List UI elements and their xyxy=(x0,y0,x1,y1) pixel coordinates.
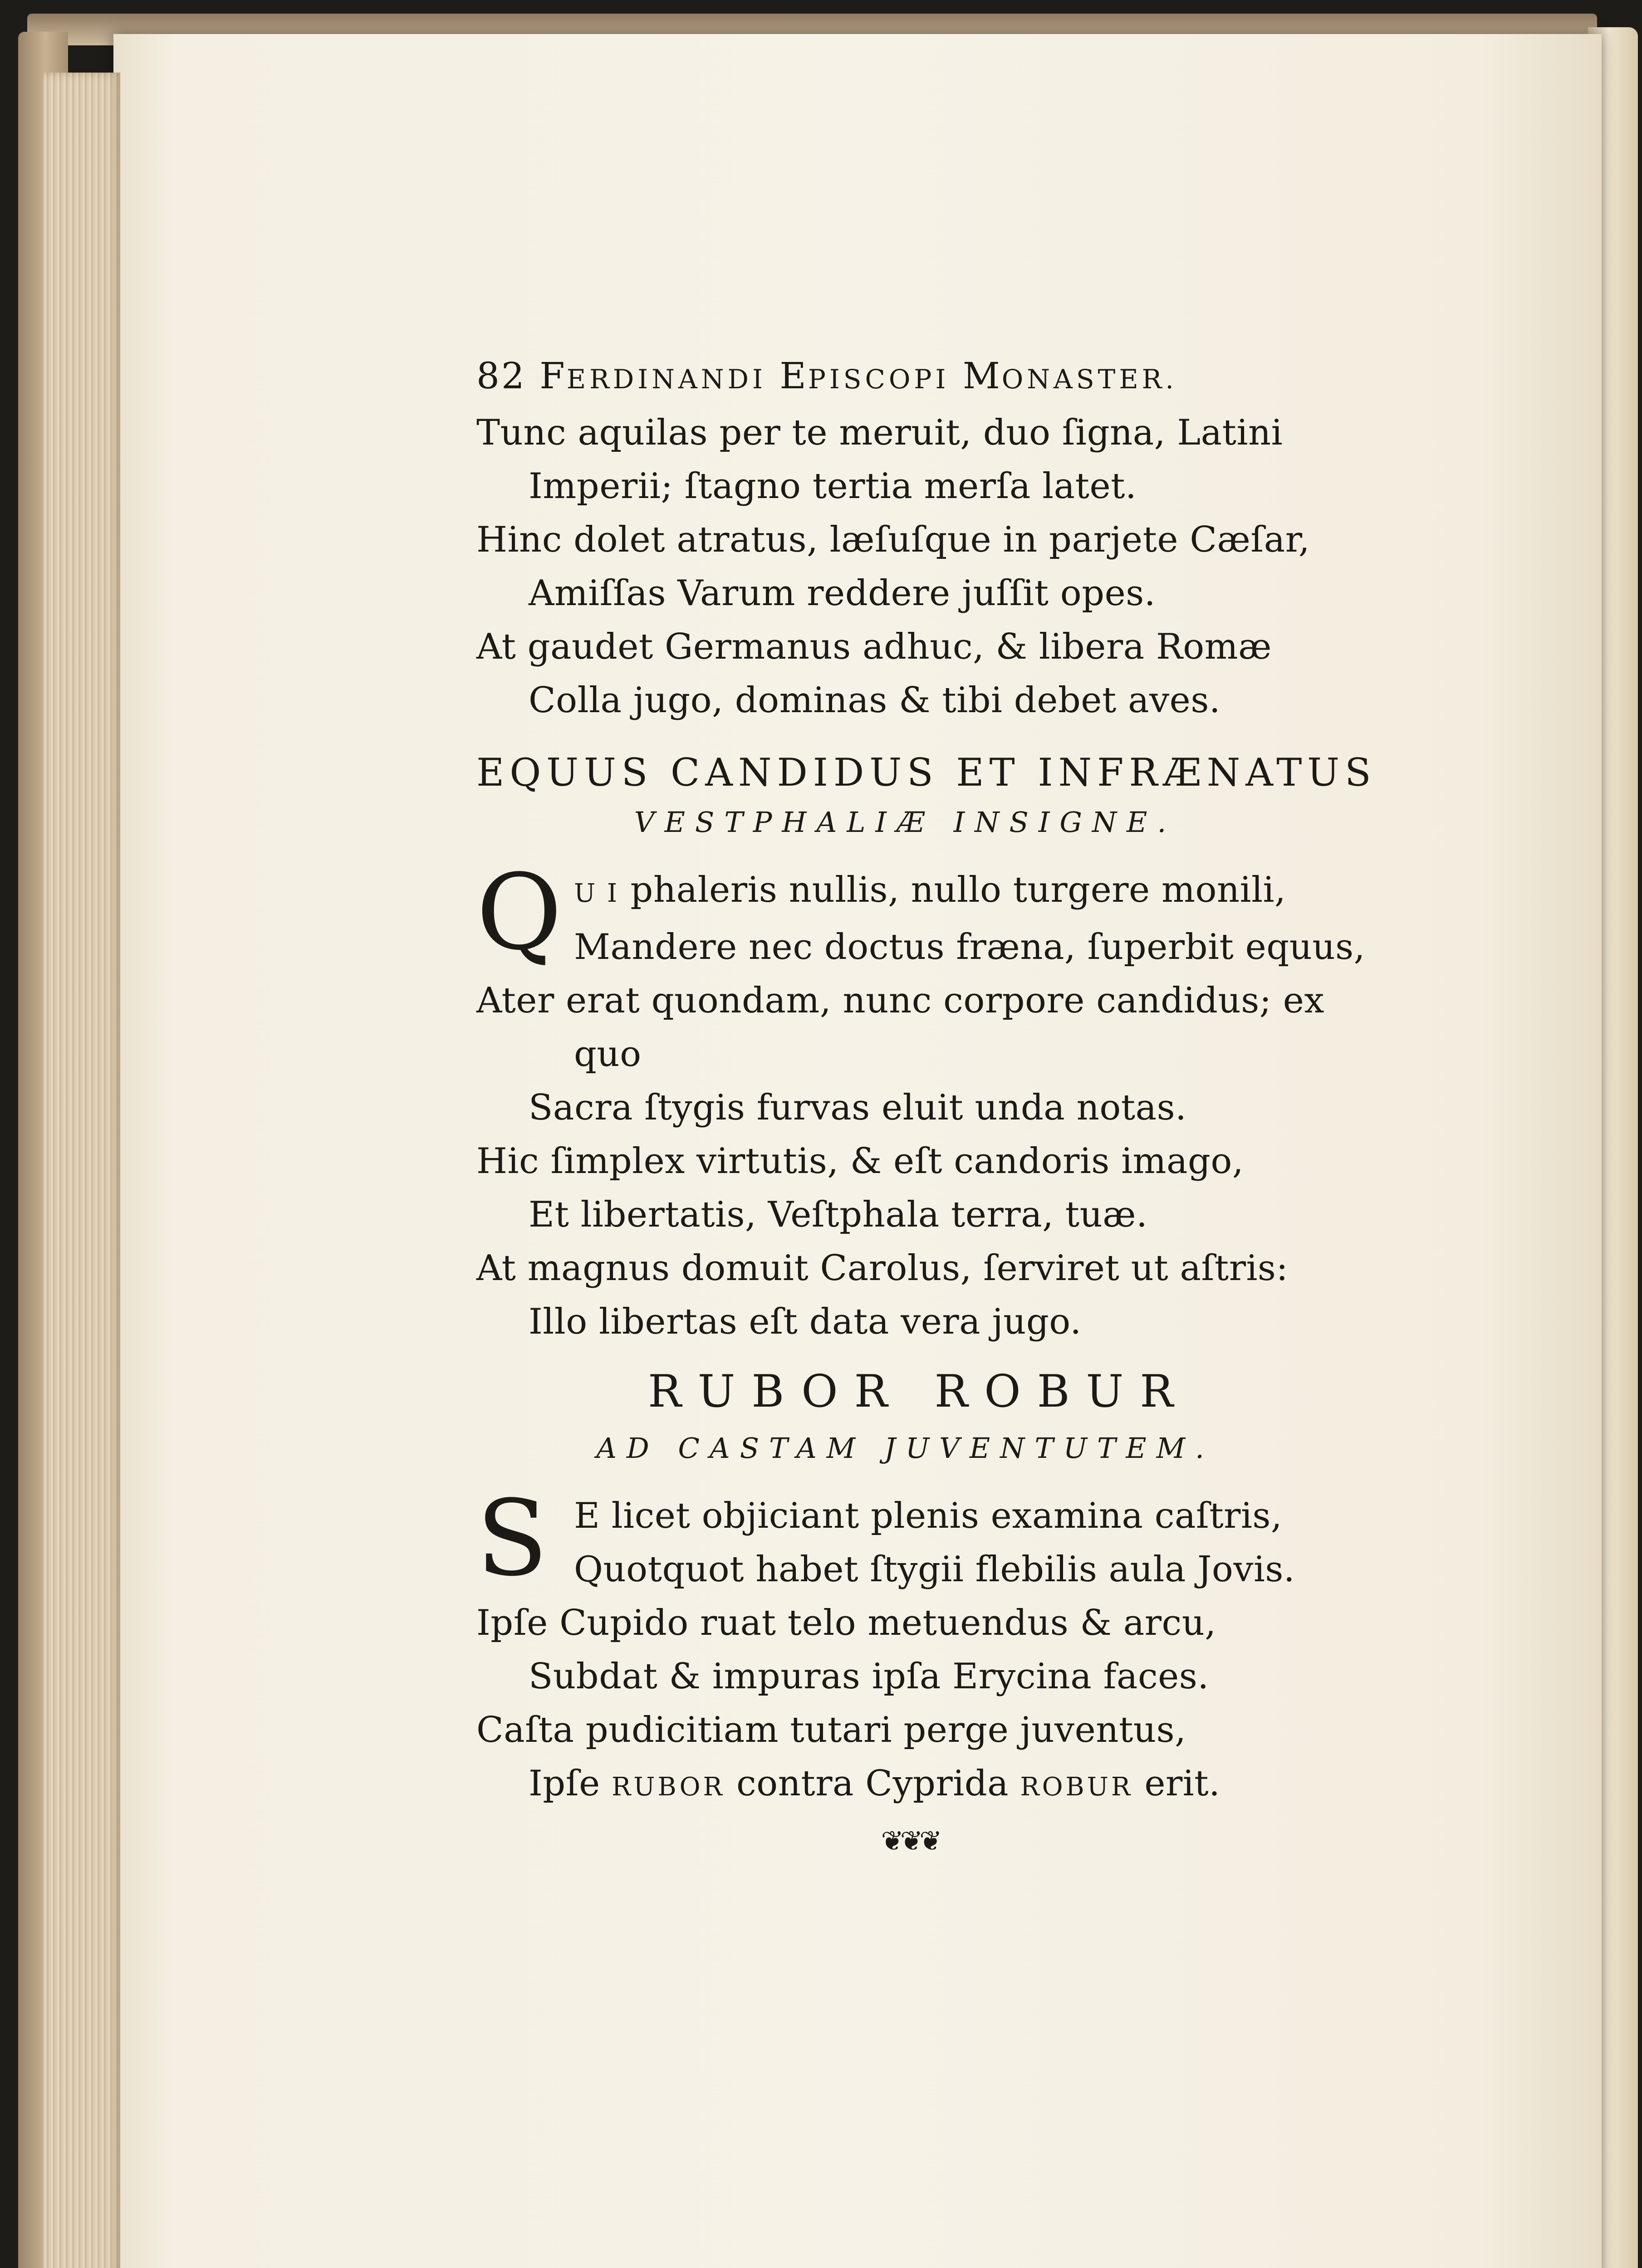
poem-section-3 xyxy=(476,1358,1361,1859)
verse-line: Ipſe Cupido ruat telo metuendus & arcu, xyxy=(476,1603,1216,1643)
section-subtitle: AD CASTAM JUVENTUTEM. xyxy=(596,1432,1214,1465)
verse-line: Caſta pudicitiam tutari perge juventus, xyxy=(476,1710,1186,1750)
poem-section-2 xyxy=(476,745,1377,1349)
page-number: 82 xyxy=(476,355,526,397)
verse-line: quo xyxy=(574,1034,642,1075)
drop-cap: Q xyxy=(476,852,562,973)
verse-line: Ipſe RUBOR contra Cyprida ROBUR erit. xyxy=(529,1763,1220,1804)
verse-line: At gaudet Germanus adhuc, & libera Romæ xyxy=(476,626,1272,667)
tailpiece-ornament: ❦❦❦ xyxy=(881,1825,939,1857)
verse-line: Et libertatis, Veſtphala terra, tuæ. xyxy=(529,1194,1148,1235)
verse-line: Subdat & impuras ipſa Erycina faces. xyxy=(529,1656,1209,1697)
verse-line: Ater erat quondam, nunc corpore candidus; ex xyxy=(476,980,1324,1021)
verse-line: Sacra ſtygis furvas eluit unda notas. xyxy=(529,1087,1187,1128)
verse-line: Colla jugo, dominas & tibi debet aves. xyxy=(529,680,1221,721)
verse-line: Tunc aquilas per te meruit, duo ſigna, Latini xyxy=(476,412,1283,453)
dropcap-stanza xyxy=(476,1478,1361,1599)
verse-line: E licet objiciant plenis examina caſtris, xyxy=(574,1496,1283,1536)
page-block-edges xyxy=(43,73,120,2268)
page-text xyxy=(476,349,1377,1859)
section-subtitle: VESTPHALIÆ INSIGNE. xyxy=(634,806,1176,839)
verse-line: Hic ſimplex virtutis, & eſt candoris imago, xyxy=(476,1141,1244,1182)
verse-line: U I phaleris nullis, nullo turgere monili, xyxy=(574,870,1286,910)
dropcap-stanza xyxy=(476,852,1365,974)
poem-section-1 xyxy=(476,406,1361,727)
drop-cap: S xyxy=(476,1478,548,1599)
verse-line: Hinc dolet atratus, læſuſque in parjete Cæſar, xyxy=(476,519,1310,560)
verse-line: Amiſſas Varum reddere juſſit opes. xyxy=(529,573,1156,614)
verse-line: Quotquot habet ſtygii flebilis aula Jovis. xyxy=(574,1549,1295,1590)
verse-line: Mandere nec doctus fræna, ſuperbit equus, xyxy=(574,927,1365,968)
verse-line: Illo libertas eſt data vera jugo. xyxy=(529,1301,1082,1342)
section-title: RUBOR ROBUR xyxy=(647,1366,1190,1418)
running-head: 82 FERDINANDI EPISCOPI MONASTER. xyxy=(476,355,1177,397)
verse-line: At magnus domuit Carolus, ſerviret ut aſtris: xyxy=(476,1248,1289,1289)
section-title: EQUUS CANDIDUS ET INFRÆNATUS xyxy=(476,750,1377,795)
verse-line: Imperii; ſtagno tertia merſa latet. xyxy=(529,466,1137,507)
